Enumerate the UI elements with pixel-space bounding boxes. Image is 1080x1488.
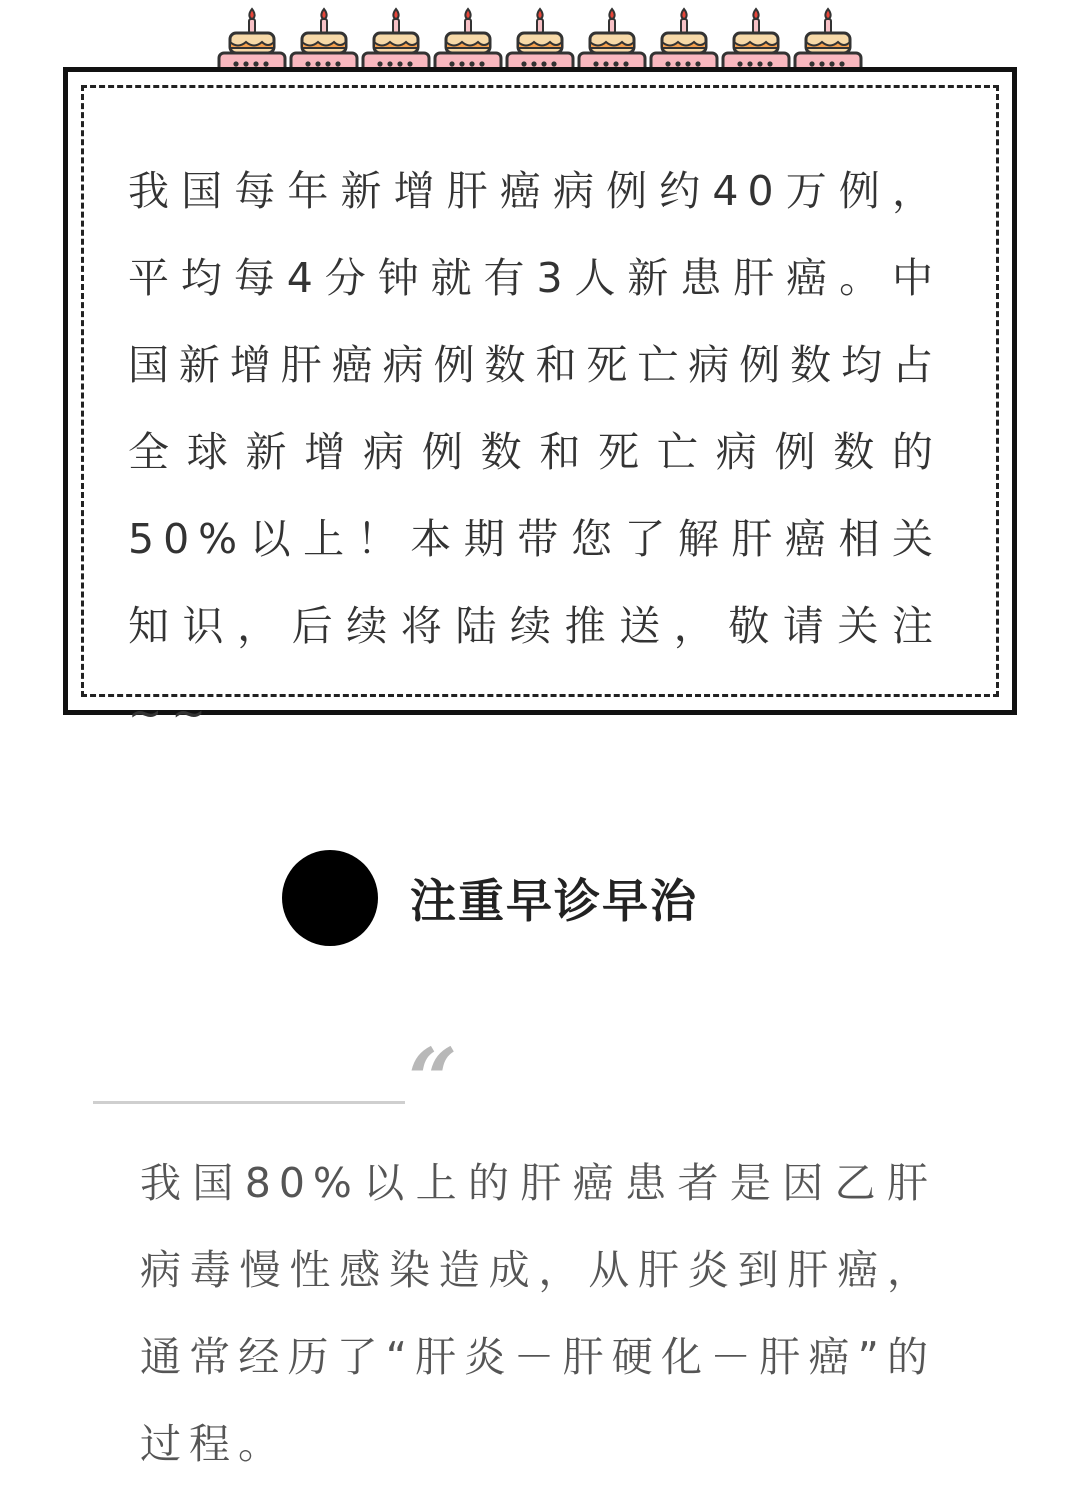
black-circle-icon	[282, 850, 378, 946]
section-heading	[282, 850, 698, 946]
quote-divider	[93, 1101, 405, 1104]
quote-paragraph: 我国80%以上的肝癌患者是因乙肝病毒慢性感染造成，从肝炎到肝癌，通常经历了“肝炎－肝硬化－肝癌”的过程。	[140, 1159, 936, 1468]
section-title: 注重早诊早治	[410, 874, 698, 928]
quote-mark-icon: “	[408, 1030, 458, 1131]
intro-paragraph: 我国每年新增肝癌病例约40万例，平均每4分钟就有3人新患肝癌。中国新增肝癌病例数和死亡病例数均占全球新增病例数和死亡病例数的50%以上！本期带您了解肝癌相关知识，后续将陆续推送，敬请关注~~	[128, 167, 942, 737]
intro-box	[63, 67, 1017, 737]
